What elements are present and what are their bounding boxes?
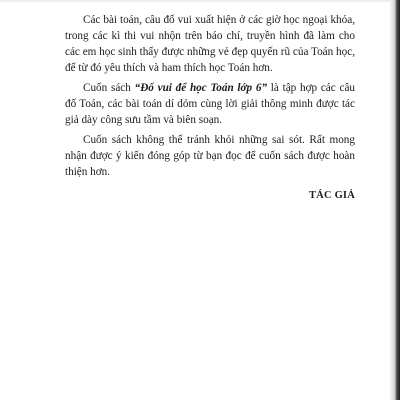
author-signature: TÁC GIẢ bbox=[308, 190, 355, 201]
paragraph-closing: Cuốn sách không thể tránh khỏi những sai sót. Rất mong nhận được ý kiến đóng góp từ bạn đọc để cuốn sách được hoàn thiện hơn. bbox=[65, 134, 355, 178]
paragraph-book-prefix: Cuốn sách bbox=[83, 82, 135, 94]
book-title: “Đố vui để học Toán lớp 6” bbox=[134, 82, 268, 94]
paragraph-book-description bbox=[65, 80, 355, 128]
scan-top-shadow bbox=[0, 0, 400, 3]
paragraph-book-suffix: là tập hợp các câu đố Toán, các bài toán dí dỏm cùng lời giải thông minh được tác giả dày công sưu tầm và biên soạn. bbox=[65, 82, 355, 126]
preface-text bbox=[65, 12, 355, 204]
scan-right-shadow bbox=[390, 0, 400, 400]
paragraph-intro: Các bài toán, câu đố vui xuất hiện ở các giờ học ngoại khóa, trong các kì thi vui nhộn trên báo chí, truyền hình đã làm cho các em học sinh thấy được những vẻ đẹp quyến rũ của Toán học, để từ đó yêu thích và ham thích học Toán hơn. bbox=[65, 14, 355, 74]
